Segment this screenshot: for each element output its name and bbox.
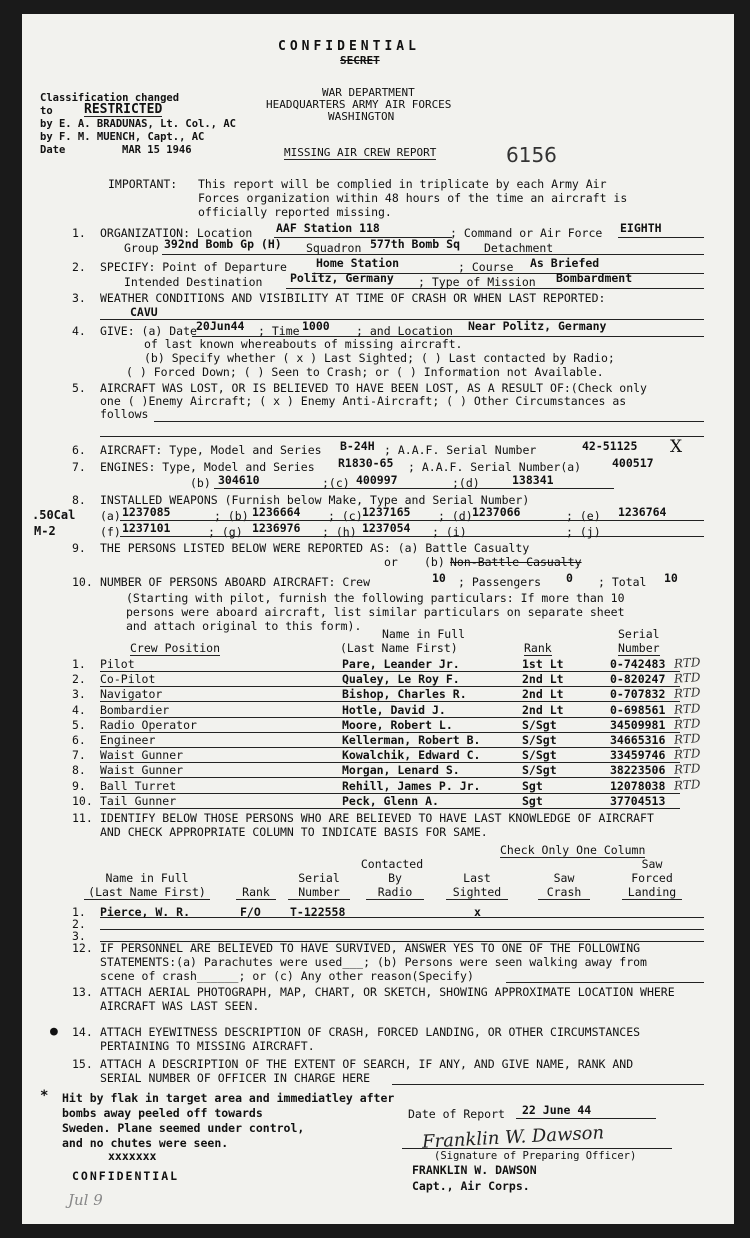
crew-row-position: Navigator [100, 687, 163, 701]
crew-row-rtd-note: RTD [673, 731, 701, 747]
crew-row-rtd-note: RTD [673, 701, 701, 717]
weather-label: WEATHER CONDITIONS AND VISIBILITY AT TIME OF CRASH OR WHEN LAST REPORTED: [100, 291, 606, 305]
aircraft-label: AIRCRAFT: Type, Model and Series [100, 443, 322, 457]
give-location: Near Politz, Germany [468, 319, 607, 333]
specify-departure: Home Station [316, 256, 400, 270]
important-line-3: officially reported missing. [198, 205, 392, 219]
signature-caption: (Signature of Preparing Officer) [434, 1150, 637, 1162]
lost-line-2: one ( )Enemy Aircraft; ( x ) Enemy Anti-Aircraft; ( ) Other Circumstances as [100, 394, 627, 408]
crew-row-rank: Sgt [522, 794, 543, 808]
identify-col-serial-2: Number [288, 886, 350, 900]
crew-row-position: Waist Gunner [100, 763, 184, 777]
crew-row-rank: 2nd Lt [522, 672, 564, 686]
item-3-num: 3. [72, 291, 86, 305]
aircraft-model: B-24H [340, 439, 375, 453]
weapons-label: INSTALLED WEAPONS (Furnish below Make, Type and Serial Number) [100, 493, 530, 507]
important-line-1: This report will be complied in triplicate by each Army Air [198, 177, 607, 191]
important-label: IMPORTANT: [108, 177, 178, 191]
crew-row-rank: S/Sgt [522, 748, 557, 762]
aboard-passengers: 0 [566, 571, 573, 585]
crew-row-rank: S/Sgt [522, 718, 557, 732]
crew-row-rank: S/Sgt [522, 733, 557, 747]
engines-d-label: ;(d) [452, 476, 480, 490]
specify-course-label: ; Course [458, 260, 514, 274]
remark-line-1: Hit by flak in target area and immediatley after [62, 1091, 395, 1105]
engines-label: ENGINES: Type, Model and Series [100, 460, 315, 474]
crew-row-num: 2. [72, 672, 86, 686]
important-line-2: Forces organization within 48 hours of the time an aircraft is [198, 191, 628, 205]
crew-row-rtd-note: RTD [673, 655, 701, 671]
crew-row-name: Morgan, Lenard S. [342, 763, 460, 777]
stamp-line-4: by F. M. MUENCH, Capt., AC [40, 131, 205, 143]
crew-row-position: Engineer [100, 733, 156, 747]
org-squadron-label: Squadron [306, 241, 362, 255]
specify-mission: Bombardment [556, 271, 633, 285]
org-command-label: ; Command or Air Force [450, 226, 603, 240]
search-line-1: ATTACH A DESCRIPTION OF THE EXTENT OF SEARCH, IF ANY, AND GIVE NAME, RANK AND [100, 1057, 634, 1071]
engines-model: R1830-65 [338, 456, 394, 470]
crew-row-rank: 2nd Lt [522, 687, 564, 701]
witness-row-serial: T-122558 [290, 905, 346, 919]
lost-line-3: follows [100, 407, 149, 421]
identify-col-serial-1: Serial [298, 871, 340, 885]
org-detachment-label: Detachment [484, 241, 554, 255]
weapon-c: 1237165 [362, 505, 411, 519]
item-1-num: 1. [72, 226, 86, 240]
aboard-line-4: and attach original to this form). [126, 619, 362, 633]
weapon-d: 1237066 [472, 505, 521, 519]
date-of-report: 22 June 44 [522, 1103, 592, 1117]
identify-col-forced-3: Landing [622, 886, 682, 900]
identify-col-crash-1: Saw [553, 871, 575, 885]
witness-row-num: 1. [72, 905, 86, 919]
eyewitness-line-1: ATTACH EYEWITNESS DESCRIPTION OF CRASH, FORCED LANDING, OR OTHER CIRCUMSTANCES [100, 1025, 641, 1039]
crew-row-serial: 38223506 [610, 763, 666, 777]
witness-row-num: 3. [72, 929, 86, 943]
identify-col-contacted-1: Contacted [360, 857, 424, 871]
crew-row-serial: 0-698561 [610, 703, 666, 717]
crew-row-num: 4. [72, 703, 86, 717]
identify-col-contacted-2: By [388, 871, 402, 885]
specify-mission-label: ; Type of Mission [418, 275, 536, 289]
aircraft-serial-label: ; A.A.F. Serial Number [384, 443, 537, 457]
report-number: 6156 [506, 143, 557, 167]
crew-row-name: Kellerman, Robert B. [342, 733, 481, 747]
crew-row-name: Rehill, James P. Jr. [342, 779, 481, 793]
remark-line-4: and no chutes were seen. [62, 1136, 229, 1150]
remark-line-3: Sweden. Plane seemed under control, [62, 1121, 305, 1135]
give-line-2: of last known whereabouts of missing aircraft. [144, 337, 463, 351]
handwritten-mark: Jul 9 [68, 1191, 103, 1209]
survived-line-2: STATEMENTS:(a) Parachutes were used___; (b) Persons were seen walking away from [100, 955, 647, 969]
weapon-g-label: ; (g) [208, 525, 243, 539]
crew-row-name: Moore, Robert L. [342, 718, 453, 732]
search-line-2: SERIAL NUMBER OF OFFICER IN CHARGE HERE [100, 1071, 371, 1085]
give-time: 1000 [302, 319, 330, 333]
dept-line-2: HEADQUARTERS ARMY AIR FORCES [266, 98, 452, 111]
crew-row-num: 1. [72, 657, 86, 671]
engines-c-label: ;(c) [322, 476, 350, 490]
stamp-line-1: Classification changed [40, 92, 180, 104]
dept-line-3: WASHINGTON [328, 110, 395, 123]
crew-row-num: 3. [72, 687, 86, 701]
crew-row-name: Kowalchik, Edward C. [342, 748, 481, 762]
crew-row-num: 7. [72, 748, 86, 762]
aboard-pass-label: ; Passengers [458, 575, 542, 589]
item-7-num: 7. [72, 460, 86, 474]
secret-overstrike: SECRET [340, 54, 380, 67]
org-command: EIGHTH [620, 221, 662, 235]
crew-row-num: 6. [72, 733, 86, 747]
aboard-total-label: ; Total [598, 575, 647, 589]
weapon-e: 1236764 [618, 505, 667, 519]
aboard-total: 10 [664, 571, 678, 585]
dept-line-1: WAR DEPARTMENT [322, 86, 415, 99]
witness-row-rank: F/O [240, 905, 261, 919]
org-group-label: Group [124, 241, 159, 255]
crew-row-serial: 0-742483 [610, 657, 666, 671]
bullet-icon: ● [50, 1024, 58, 1039]
weapon-i-label: ; (i) [432, 525, 467, 539]
identify-col-forced-1: Saw [641, 857, 663, 871]
give-line-3: (b) Specify whether ( x ) Last Sighted; ( ) Last contacted by Radio; [144, 351, 615, 365]
eyewitness-line-2: PERTAINING TO MISSING AIRCRAFT. [100, 1039, 315, 1053]
engines-d: 138341 [512, 473, 554, 487]
weapon-a-label: (a) [100, 509, 121, 523]
engines-b-label: (b) [190, 476, 211, 490]
crew-row-name: Qualey, Le Roy F. [342, 672, 460, 686]
crew-col-serial-2: Number [618, 641, 660, 655]
identify-col-last-2: Sighted [446, 886, 508, 900]
aboard-line-2: (Starting with pilot, furnish the following particulars: If more than 10 [126, 591, 625, 605]
weapon-f: 1237101 [122, 521, 171, 535]
specify-dest: Politz, Germany [290, 271, 394, 285]
crew-row-num: 8. [72, 763, 86, 777]
crew-col-serial-1: Serial [618, 627, 660, 641]
identify-col-name-1: Name in Full [105, 871, 189, 885]
specify-course: As Briefed [530, 256, 600, 270]
crew-col-position: Crew Position [130, 641, 221, 655]
crew-col-name-2: (Last Name First) [340, 641, 458, 655]
stamp-line-2: to [40, 105, 53, 117]
stamp-line-5: Date [40, 144, 66, 156]
item-6-num: 6. [72, 443, 86, 457]
crew-col-name-1: Name in Full [382, 627, 466, 641]
crew-row-rank: Sgt [522, 779, 543, 793]
specify-dest-label: Intended Destination [124, 275, 263, 289]
org-location: AAF Station 118 [276, 221, 380, 235]
org-label: ORGANIZATION: Location [100, 226, 253, 240]
crew-row-serial: 34509981 [610, 718, 666, 732]
crew-row-name: Peck, Glenn A. [342, 794, 439, 808]
stamp-date: MAR 15 1946 [122, 144, 192, 156]
witness-row-last-sighted: x [474, 905, 481, 919]
weapon-a: 1237085 [122, 505, 171, 519]
crew-row-rtd-note: RTD [673, 777, 701, 793]
weapon-d-label: ; (d) [438, 509, 473, 523]
aircraft-serial: 42-51125 [582, 439, 638, 453]
witness-row-name: Pierce, W. R. [100, 905, 191, 919]
crew-row-serial: 37704513 [610, 794, 666, 808]
crew-row-position: Ball Turret [100, 779, 177, 793]
weapon-g: 1236976 [252, 521, 301, 535]
give-time-label: ; Time [258, 324, 300, 338]
item-2-num: 2. [72, 260, 86, 274]
weapon-j-label: ; (j) [566, 525, 601, 539]
weapon-c-label: ; (c) [328, 509, 363, 523]
crew-row-num: 5. [72, 718, 86, 732]
identify-check-only: Check Only One Column [500, 843, 646, 857]
aircraft-check-mark: X [670, 437, 683, 457]
give-location-label: ; and Location [356, 324, 453, 338]
crew-col-rank: Rank [524, 641, 552, 655]
give-date: 20Jun44 [196, 319, 245, 333]
crew-row-name: Hotle, David J. [342, 703, 446, 717]
remark-line-2: bombs away peeled off towards [62, 1106, 263, 1120]
crew-row-rtd-note: RTD [673, 685, 701, 701]
item-12-num: 12. [72, 941, 93, 955]
item-9-num: 9. [72, 541, 86, 555]
identify-col-forced-2: Forced [631, 871, 673, 885]
identify-col-rank: Rank [236, 886, 276, 900]
item-8-num: 8. [72, 493, 86, 507]
item-5-num: 5. [72, 381, 86, 395]
persons-b-value: Non-Battle Casualty [450, 555, 582, 569]
crew-row-position: Waist Gunner [100, 748, 184, 762]
weapon-e-label: ; (e) [566, 509, 601, 523]
identify-line-2: AND CHECK APPROPRIATE COLUMN TO INDICATE BASIS FOR SAME. [100, 825, 488, 839]
crew-row-rtd-note: RTD [673, 761, 701, 777]
crew-row-rtd-note: RTD [673, 670, 701, 686]
item-15-num: 15. [72, 1057, 93, 1071]
officer-name: FRANKLIN W. DAWSON [412, 1163, 537, 1177]
remark-star: * [40, 1088, 49, 1104]
weather-value: CAVU [130, 305, 158, 319]
crew-row-serial: 34665316 [610, 733, 666, 747]
crew-row-num: 10. [72, 794, 93, 808]
weapons-margin-2: M-2 [34, 524, 56, 538]
crew-row-rank: 2nd Lt [522, 703, 564, 717]
survived-line-3: scene of crash______; or (c) Any other reason(Specify) [100, 969, 474, 983]
identify-col-crash-2: Crash [538, 886, 590, 900]
aboard-line-3: persons were aboard aircraft, list similar particulars on separate sheet [126, 605, 625, 619]
stamp-line-3: by E. A. BRADUNAS, Lt. Col., AC [40, 118, 236, 130]
crew-row-serial: 0-820247 [610, 672, 666, 686]
stamp-restricted: RESTRICTED [84, 102, 163, 117]
crew-row-name: Bishop, Charles R. [342, 687, 467, 701]
engines-serial-label: ; A.A.F. Serial Number(a) [408, 460, 582, 474]
weapon-b-label: ; (b) [214, 509, 249, 523]
crew-row-num: 9. [72, 779, 86, 793]
classification-bottom: CONFIDENTIAL [72, 1169, 180, 1183]
weapon-f-label: (f) [100, 525, 121, 539]
item-13-num: 13. [72, 985, 93, 999]
engines-b: 304610 [218, 473, 260, 487]
specify-label: SPECIFY: Point of Departure [100, 260, 287, 274]
lost-line-1: AIRCRAFT WAS LOST, OR IS BELIEVED TO HAVE BEEN LOST, AS A RESULT OF:(Check only [100, 381, 647, 395]
identify-col-last-1: Last [463, 871, 491, 885]
item-4-num: 4. [72, 324, 86, 338]
survived-line-1: IF PERSONNEL ARE BELIEVED TO HAVE SURVIVED, ANSWER YES TO ONE OF THE FOLLOWING [100, 941, 641, 955]
crew-row-position: Co-Pilot [100, 672, 156, 686]
engines-a: 400517 [612, 456, 654, 470]
item-14-num: 14. [72, 1025, 93, 1039]
org-group: 392nd Bomb Gp (H) [164, 237, 282, 251]
report-title: MISSING AIR CREW REPORT [284, 146, 437, 159]
crew-row-rtd-note: RTD [673, 746, 701, 762]
aerial-line-2: AIRCRAFT WAS LAST SEEN. [100, 999, 260, 1013]
identify-col-name-2: (Last Name First) [84, 886, 210, 900]
crew-row-position: Pilot [100, 657, 135, 671]
officer-signature: Franklin W. Dawson [421, 1122, 605, 1153]
crew-row-position: Radio Operator [100, 718, 197, 732]
weapon-b: 1236664 [252, 505, 301, 519]
date-of-report-label: Date of Report [408, 1107, 505, 1121]
crew-row-name: Pare, Leander Jr. [342, 657, 460, 671]
org-squadron: 577th Bomb Sq [370, 237, 461, 251]
classification-top: CONFIDENTIAL [278, 39, 420, 54]
crew-row-serial: 12078038 [610, 779, 666, 793]
identify-col-contacted-3: Radio [366, 886, 424, 900]
aboard-label: NUMBER OF PERSONS ABOARD AIRCRAFT: Crew [100, 575, 371, 589]
weapons-margin-1: .50Cal [32, 508, 76, 522]
crew-row-rtd-note: RTD [673, 716, 701, 732]
crew-row-rank: 1st Lt [522, 657, 564, 671]
item-10-num: 10. [72, 575, 93, 589]
persons-or-label: or [384, 555, 398, 569]
weapon-h: 1237054 [362, 521, 411, 535]
give-line-4: ( ) Forced Down; ( ) Seen to Crash; or ( ) Information not Available. [126, 365, 604, 379]
report-sheet [22, 14, 734, 1224]
aerial-line-1: ATTACH AERIAL PHOTOGRAPH, MAP, CHART, OR SKETCH, SHOWING APPROXIMATE LOCATION WHERE [100, 985, 675, 999]
witness-row-num: 2. [72, 917, 86, 931]
persons-b-label: (b) [424, 555, 445, 569]
crew-row-rank: S/Sgt [522, 763, 557, 777]
crew-row-position: Bombardier [100, 703, 170, 717]
crew-row-serial: 33459746 [610, 748, 666, 762]
engines-c: 400997 [356, 473, 398, 487]
aboard-crew: 10 [432, 571, 446, 585]
identify-line-1: IDENTIFY BELOW THOSE PERSONS WHO ARE BELIEVED TO HAVE LAST KNOWLEDGE OF AIRCRAFT [100, 811, 654, 825]
give-label: GIVE: (a) Date [100, 324, 197, 338]
persons-listed-line-1: THE PERSONS LISTED BELOW WERE REPORTED AS: (a) Battle Casualty [100, 541, 530, 555]
remark-xxx: xxxxxxx [108, 1149, 157, 1163]
crew-row-serial: 0-707832 [610, 687, 666, 701]
weapon-h-label: ; (h) [322, 525, 357, 539]
item-11-num: 11. [72, 811, 93, 825]
officer-rank: Capt., Air Corps. [412, 1179, 530, 1193]
crew-row-position: Tail Gunner [100, 794, 177, 808]
